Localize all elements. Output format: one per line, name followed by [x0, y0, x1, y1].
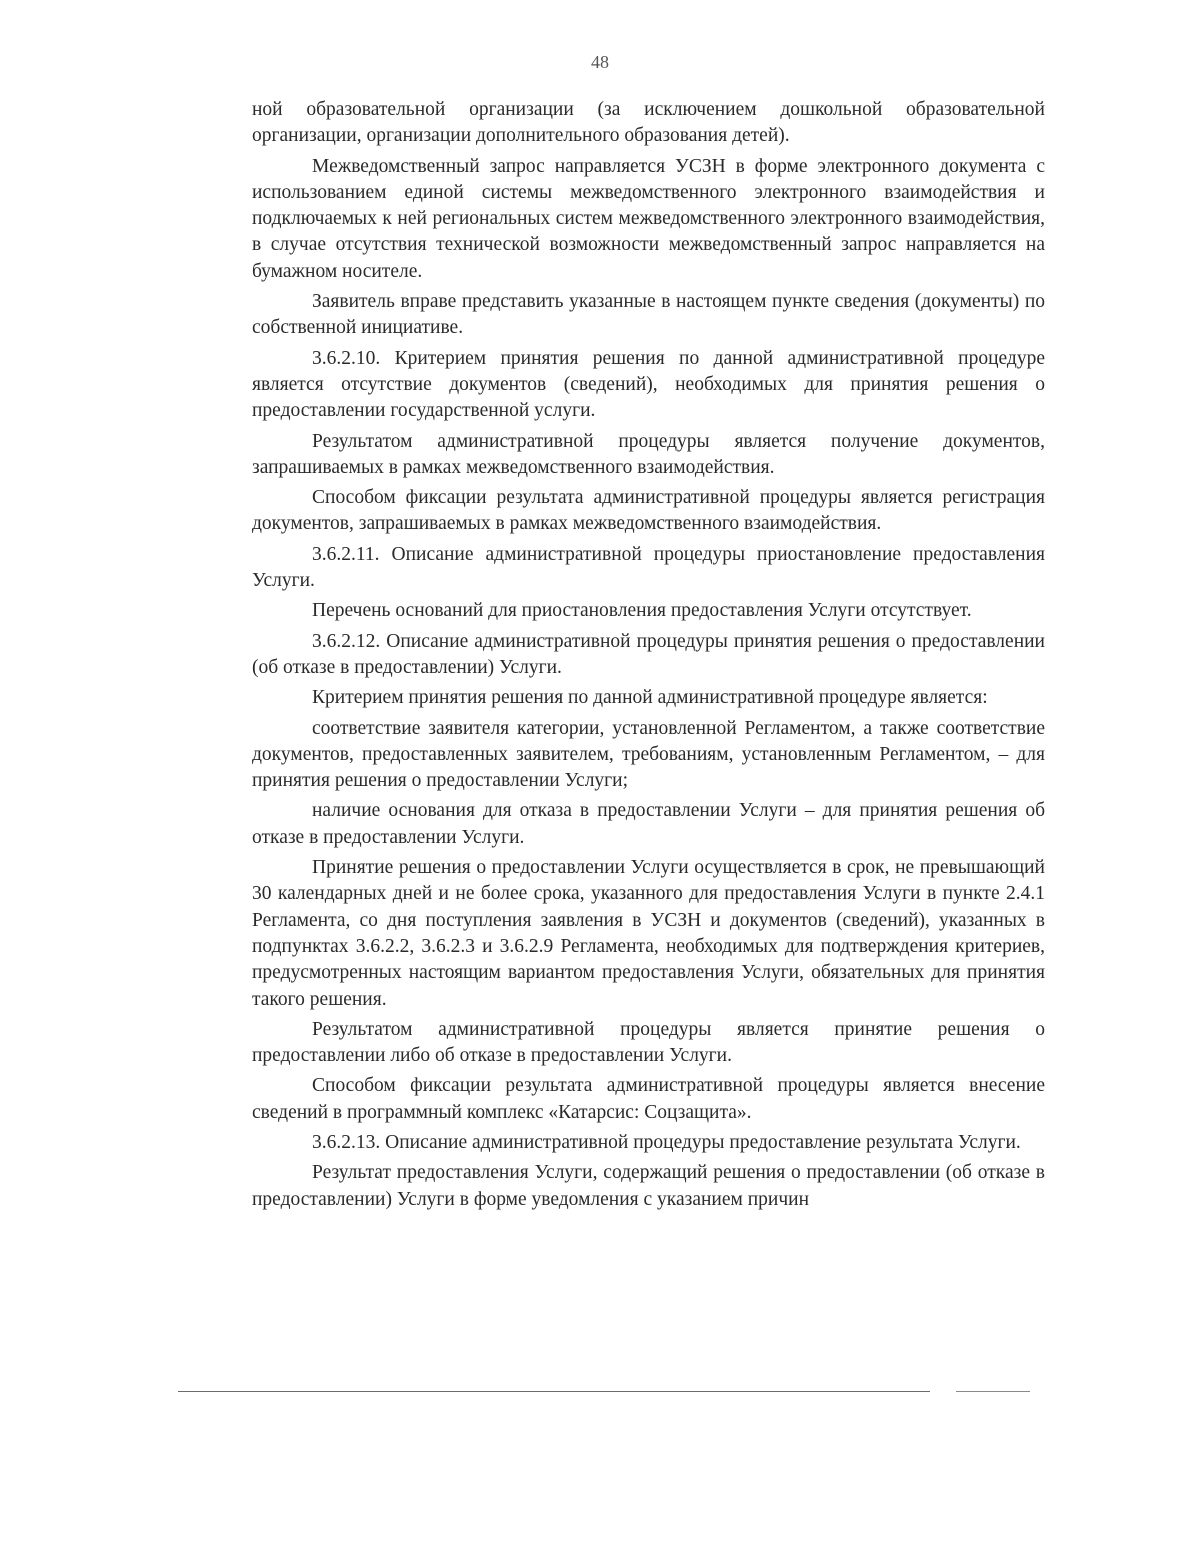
paragraph-14: Результатом административной процедуры является принятие решения о предоставлении либо об отказе в предоставлении Услуги.	[252, 1018, 1045, 1067]
footer-rule-short	[956, 1391, 1030, 1392]
document-body	[252, 97, 1045, 1217]
paragraph-12: наличие основания для отказа в предоставлении Услуги – для принятия решения об отказе в предоставлении Услуги.	[252, 800, 1045, 848]
paragraph-13: Принятие решения о предоставлении Услуги осуществляется в срок, не превышающий 30 календарных дней и не более срока, указанного для предоставления Услуги в пункте 2.4.1 Регламента, со дня поступления заявления в УСЗН и документов (сведений), указанных в подпунктах 3.6.2.2, 3.6.2.3 и 3.6.2.9 Регламента, необходимых для подтверждения критериев, предусмотренных настоящим вариантом предоставления Услуги, обязательных для принятия такого решения.	[252, 857, 1045, 1010]
paragraph-1: ной образовательной организации (за исключением дошкольной образовательной организации, организации дополнительного образования детей).	[252, 99, 1045, 147]
paragraph-3: Заявитель вправе представить указанные в настоящем пункте сведения (документы) по собственной инициативе.	[252, 291, 1045, 339]
paragraph-8: Перечень оснований для приостановления предоставления Услуги отсутствует.	[312, 600, 972, 622]
paragraph-7: 3.6.2.11. Описание административной процедуры приостановление предоставления Услуги.	[252, 543, 1045, 592]
paragraph-16: 3.6.2.13. Описание административной процедуры предоставление результата Услуги.	[312, 1131, 1021, 1153]
paragraph-6: Способом фиксации результата административной процедуры является регистрация документов, запрашиваемых в рамках межведомственного взаимодействия.	[252, 487, 1045, 535]
paragraph-10: Критерием принятия решения по данной административной процедуре является:	[312, 687, 988, 709]
paragraph-2: Межведомственный запрос направляется УСЗН в форме электронного документа с использованием единой системы межведомственного электронного взаимодействия и подключаемых к ней региональных систем межведомственного электронного взаимодействия, в случае отсутствия технической возможности межведомственный запрос направляется на бумажном носителе.	[252, 155, 1045, 282]
paragraph-17: Результат предоставления Услуги, содержащий решения о предоставлении (об отказе в предоставлении) Услуги в форме уведомления с указанием причин	[252, 1162, 1045, 1210]
paragraph-11: соответствие заявителя категории, установленной Регламентом, а также соответствие документов, предоставленных заявителем, требованиям, установленным Регламентом, – для принятия решения о предоставлении Услуги;	[252, 717, 1045, 792]
paragraph-4: 3.6.2.10. Критерием принятия решения по данной административной процедуре является отсутствие документов (сведений), необходимых для принятия решения о предоставлении государственной услуги.	[252, 347, 1045, 422]
page-number: 48	[591, 52, 609, 72]
paragraph-15: Способом фиксации результата административной процедуры является внесение сведений в программный комплекс «Катарсис: Соцзащита».	[252, 1075, 1045, 1123]
paragraph-9: 3.6.2.12. Описание административной процедуры принятия решения о предоставлении (об отказе в предоставлении) Услуги.	[252, 630, 1045, 678]
footer-rule	[178, 1391, 930, 1392]
paragraph-5: Результатом административной процедуры является получение документов, запрашиваемых в рамках межведомственного взаимодействия.	[252, 430, 1045, 478]
